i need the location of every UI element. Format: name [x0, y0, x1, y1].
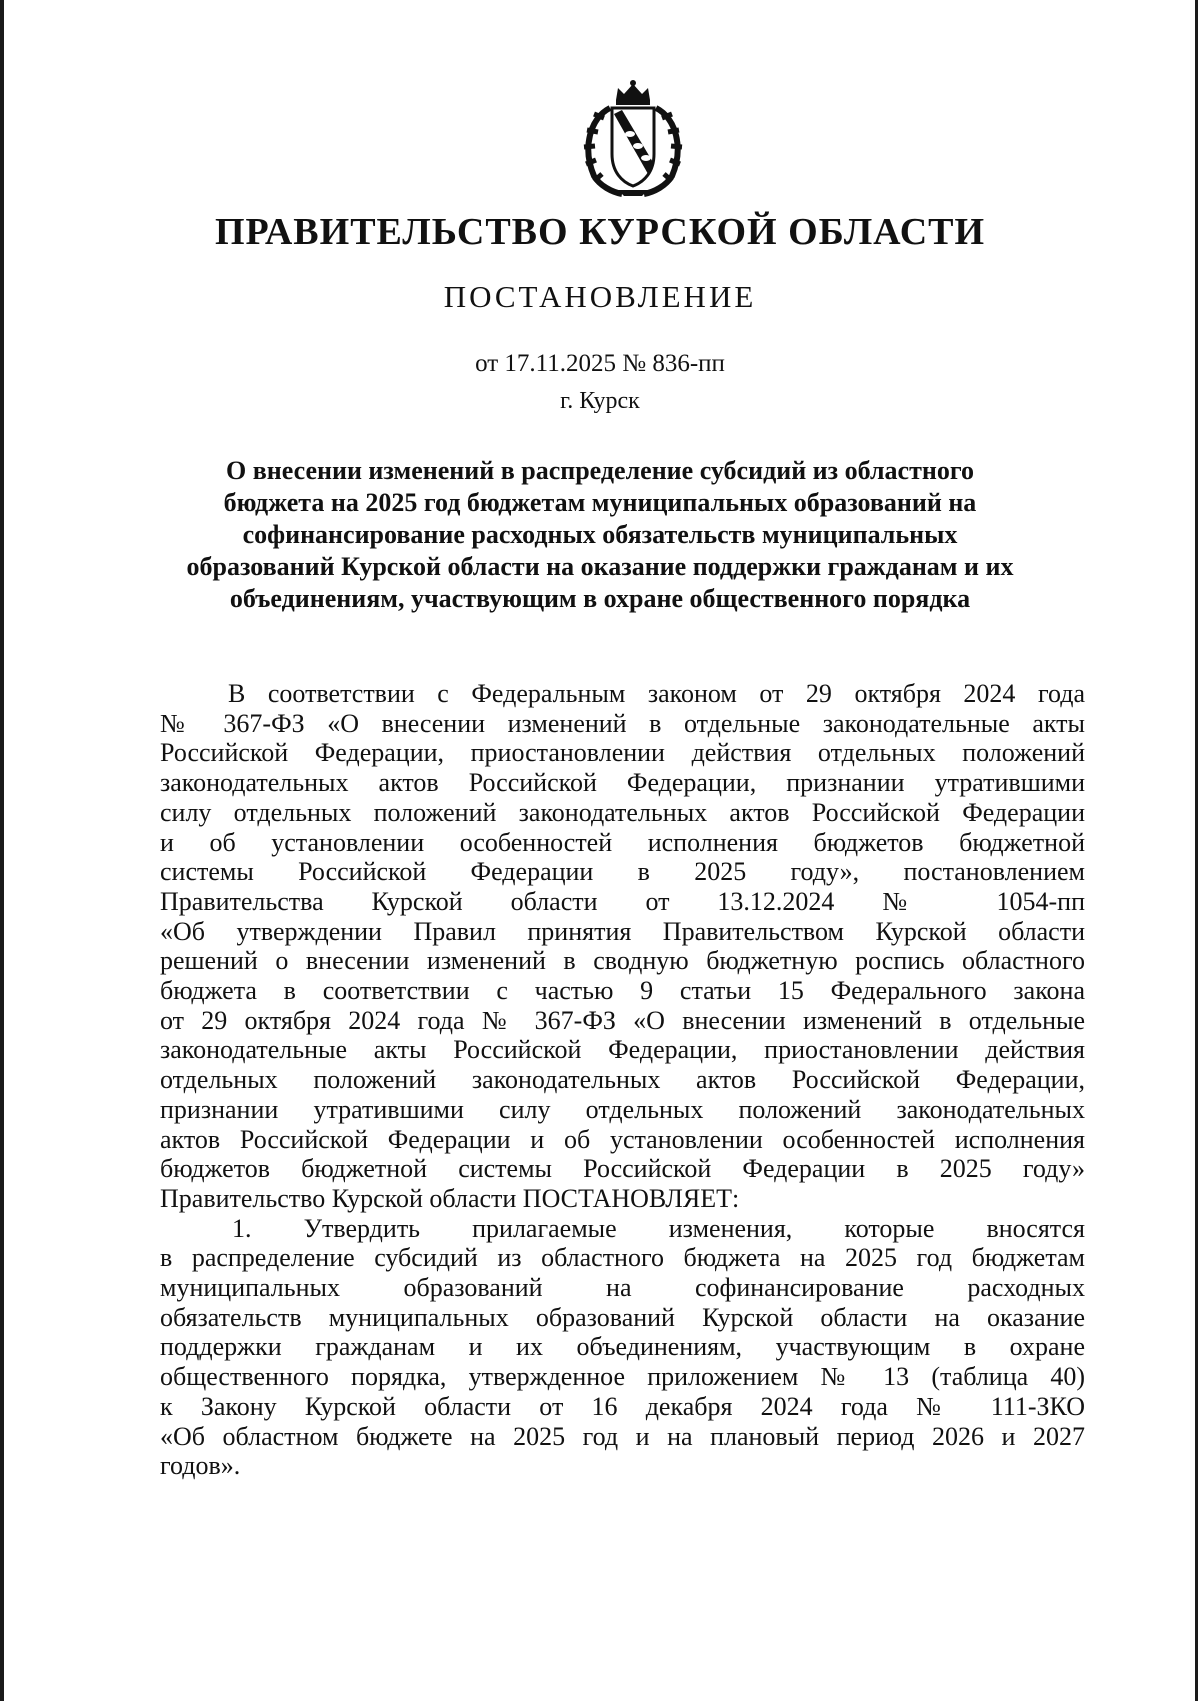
body-line: Правительство Курской области ПОСТАНОВЛЯЕТ: — [160, 1183, 740, 1213]
document-body — [160, 679, 1085, 1481]
document-type: ПОСТАНОВЛЕНИЕ — [443, 279, 757, 314]
body-line: «Об утверждении Правил принятия Правительством Курской области — [160, 916, 1085, 946]
title-line: образований Курской области на оказание поддержки гражданам и их — [186, 552, 1014, 581]
body-line: бюджета в соответствии с частью 9 статьи 15 Федерального закона — [160, 976, 1085, 1006]
title-line: бюджета на 2025 год бюджетам муниципальных образований на — [223, 488, 977, 517]
body-line: и об установлении особенностей исполнения бюджетов бюджетной — [160, 827, 1085, 857]
body-line: к Закону Курской области от 16 декабря 2024 года № 111-ЗКО — [160, 1391, 1085, 1421]
body-line: Российской Федерации, приостановлении действия отдельных положений — [160, 738, 1085, 768]
body-line: № 367-ФЗ «О внесении изменений в отдельные законодательные акты — [160, 708, 1085, 738]
body-line: от 29 октября 2024 года № 367-ФЗ «О внесении изменений в отдельные — [160, 1005, 1085, 1035]
body-line: отдельных положений законодательных актов Российской Федерации, — [160, 1065, 1085, 1095]
body-line: законодательных актов Российской Федерации, признании утратившими — [160, 768, 1085, 798]
body-line: «Об областном бюджете на 2025 год и на плановый период 2026 и 2027 — [160, 1421, 1085, 1451]
document-number-date: от 17.11.2025 № 836-пп — [475, 350, 725, 377]
title-line: О внесении изменений в распределение субсидий из областного — [225, 456, 975, 485]
body-line: решений о внесении изменений в сводную бюджетную роспись областного — [160, 946, 1085, 976]
body-line: муниципальных образований на софинансирование расходных — [160, 1273, 1085, 1303]
organization-name: ПРАВИТЕЛЬСТВО КУРСКОЙ ОБЛАСТИ — [214, 211, 986, 253]
kursk-coat-of-arms-icon — [560, 78, 706, 198]
body-line: законодательные акты Российской Федерации, приостановлении действия — [160, 1035, 1085, 1065]
body-line: признании утратившими силу отдельных положений законодательных — [160, 1094, 1085, 1124]
body-line: силу отдельных положений законодательных актов Российской Федерации — [160, 797, 1085, 827]
body-line: обязательств муниципальных образований Курской области на оказание — [160, 1302, 1085, 1332]
body-line: бюджетов бюджетной системы Российской Федерации в 2025 году» — [160, 1154, 1085, 1184]
body-line: В соответствии с Федеральным законом от 29 октября 2024 года — [228, 679, 1085, 708]
title-line: софинансирование расходных обязательств муниципальных — [242, 520, 958, 549]
title-line: объединениям, участвующим в охране общественного порядка — [229, 584, 971, 613]
body-line: поддержки гражданам и их объединениям, участвующим в охране — [160, 1332, 1085, 1362]
body-line: Правительства Курской области от 13.12.2024 № 1054-пп — [160, 886, 1085, 916]
body-line: в распределение субсидий из областного бюджета на 2025 год бюджетам — [160, 1243, 1085, 1273]
document-title — [150, 455, 1050, 615]
body-line: общественного порядка, утвержденное приложением № 13 (таблица 40) — [160, 1362, 1085, 1392]
scan-border-right — [1195, 0, 1198, 1701]
body-line: 1. Утвердить прилагаемые изменения, которые вносятся — [232, 1213, 1085, 1243]
scan-border-left — [0, 0, 4, 1701]
document-city: г. Курск — [560, 388, 640, 414]
body-line: годов». — [160, 1451, 241, 1481]
body-line: системы Российской Федерации в 2025 году», постановлением — [160, 857, 1085, 887]
body-line: актов Российской Федерации и об установлении особенностей исполнения — [160, 1124, 1085, 1154]
